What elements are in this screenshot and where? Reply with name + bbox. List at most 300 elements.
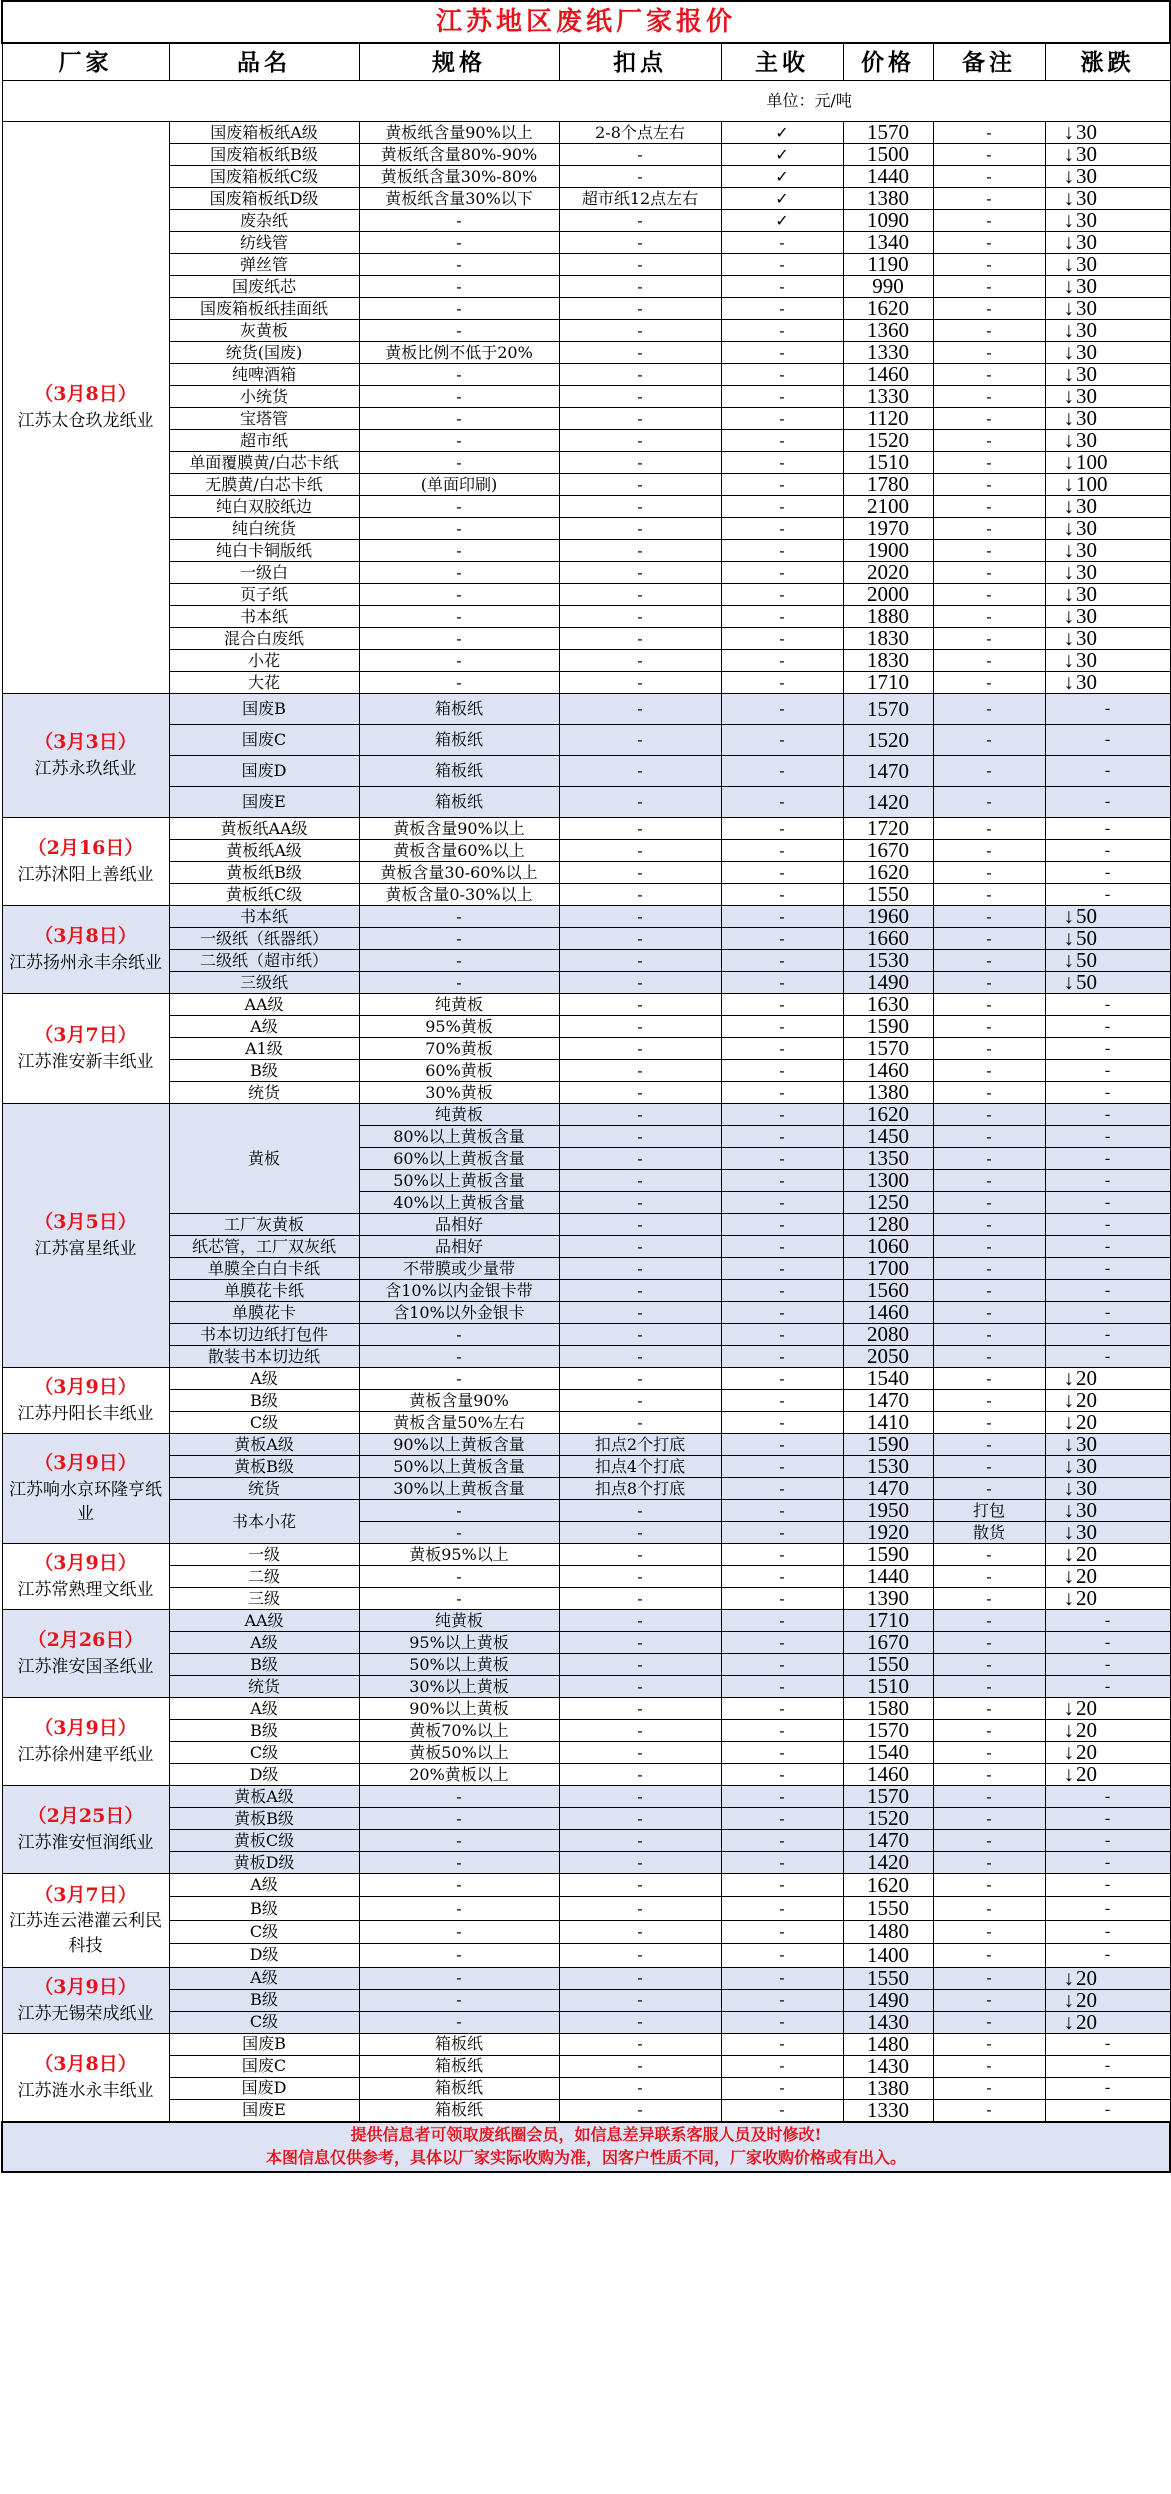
factory-name: 江苏扬州永丰余纸业 [9, 952, 162, 973]
remark-cell: - [933, 1456, 1045, 1478]
remark-cell: - [933, 725, 1045, 756]
change-cell: - [1045, 1852, 1170, 1874]
main-cell: - [721, 2077, 843, 2099]
deduction-cell: - [559, 1258, 721, 1280]
remark-cell: - [933, 994, 1045, 1016]
product-cell: A级 [169, 1967, 359, 1989]
main-cell: - [721, 818, 843, 840]
change-cell [1045, 166, 1170, 188]
table-row [2, 1742, 1170, 1764]
table-row [2, 2099, 1170, 2122]
remark-cell: 打包 [933, 1500, 1045, 1522]
down-arrow-icon: ↓ [1063, 209, 1074, 232]
change-value: 50 [1076, 927, 1097, 950]
remark-cell: - [933, 1148, 1045, 1170]
unit-label: 单位：元/吨 [766, 91, 852, 110]
remark-cell: - [933, 320, 1045, 342]
spec-cell: - [359, 672, 559, 694]
remark-cell: - [933, 474, 1045, 496]
remark-cell: - [933, 1944, 1045, 1967]
main-cell: - [721, 1522, 843, 1544]
spec-cell: - [359, 540, 559, 562]
table-row [2, 1698, 1170, 1720]
main-cell: - [721, 254, 843, 276]
remark-cell: - [933, 408, 1045, 430]
product-cell: 国废E [169, 2099, 359, 2122]
factory-name: 江苏沭阳上善纸业 [17, 864, 154, 885]
down-arrow-icon: ↓ [1063, 253, 1074, 276]
table-row [2, 1786, 1170, 1808]
table-row [2, 1368, 1170, 1390]
remark-cell: - [933, 1808, 1045, 1830]
product-cell: 黄板 [169, 1104, 359, 1214]
table-row [2, 606, 1170, 628]
deduction-cell: 超市纸12点左右 [559, 188, 721, 210]
remark-cell: - [933, 1989, 1045, 2011]
deduction-cell: - [559, 628, 721, 650]
table-row [2, 972, 1170, 994]
factory-cell [2, 818, 169, 906]
product-cell: 混合白废纸 [169, 628, 359, 650]
down-arrow-icon: ↓ [1063, 605, 1074, 628]
main-cell: - [721, 1764, 843, 1786]
price-cell: 1660 [843, 928, 933, 950]
table-row [2, 2077, 1170, 2099]
main-cell: - [721, 950, 843, 972]
change-cell: - [1045, 1830, 1170, 1852]
change-cell: - [1045, 994, 1170, 1016]
price-cell: 1400 [843, 1944, 933, 1967]
main-cell: - [721, 430, 843, 452]
table-row [2, 1676, 1170, 1698]
spec-cell: 90%以上黄板 [359, 1698, 559, 1720]
remark-cell: - [933, 1764, 1045, 1786]
price-cell: 1330 [843, 386, 933, 408]
spec-cell: 黄板纸含量90%以上 [359, 122, 559, 144]
remark-cell: - [933, 188, 1045, 210]
factory-name: 江苏丹阳长丰纸业 [17, 1403, 154, 1424]
change-value: 30 [1076, 165, 1097, 188]
remark-cell: - [933, 1302, 1045, 1324]
remark-cell: - [933, 1566, 1045, 1588]
table-row [2, 1280, 1170, 1302]
deduction-cell: - [559, 342, 721, 364]
product-cell: 书本纸 [169, 906, 359, 928]
price-cell: 2000 [843, 584, 933, 606]
change-value: 30 [1076, 231, 1097, 254]
change-value: 30 [1076, 363, 1097, 386]
deduction-cell: - [559, 694, 721, 725]
price-cell: 1330 [843, 342, 933, 364]
factory-date: （3月9日） [34, 1975, 137, 1998]
change-value: 30 [1076, 495, 1097, 518]
table-row [2, 430, 1170, 452]
product-cell: D级 [169, 1944, 359, 1967]
price-cell: 1970 [843, 518, 933, 540]
deduction-cell: - [559, 1060, 721, 1082]
remark-cell: - [933, 1126, 1045, 1148]
change-value: 50 [1076, 905, 1097, 928]
table-row [2, 1324, 1170, 1346]
change-value: 20 [1076, 1565, 1097, 1588]
remark-cell: - [933, 1852, 1045, 1874]
deduction-cell: - [559, 2077, 721, 2099]
price-cell: 1950 [843, 1500, 933, 1522]
product-cell: 二级 [169, 1566, 359, 1588]
remark-cell: - [933, 1082, 1045, 1104]
factory-cell [2, 1967, 169, 2033]
spec-cell: - [359, 430, 559, 452]
deduction-cell: - [559, 452, 721, 474]
change-cell [1045, 562, 1170, 584]
change-cell: - [1045, 1944, 1170, 1967]
factory-date: （3月9日） [34, 1717, 137, 1740]
product-cell: B级 [169, 1060, 359, 1082]
price-cell: 1710 [843, 672, 933, 694]
table-row [2, 210, 1170, 232]
product-cell: 国废C [169, 725, 359, 756]
table-row [2, 756, 1170, 787]
deduction-cell: - [559, 1566, 721, 1588]
main-cell: - [721, 1944, 843, 1967]
table-row [2, 1566, 1170, 1588]
deduction-cell: - [559, 210, 721, 232]
down-arrow-icon: ↓ [1063, 2011, 1074, 2034]
product-cell: 国废D [169, 756, 359, 787]
down-arrow-icon: ↓ [1063, 1389, 1074, 1412]
spec-cell: 黄板含量90% [359, 1390, 559, 1412]
remark-cell: - [933, 1390, 1045, 1412]
product-cell: 三级 [169, 1588, 359, 1610]
change-value: 100 [1076, 473, 1108, 496]
main-cell: - [721, 2099, 843, 2122]
remark-cell: - [933, 298, 1045, 320]
spec-cell: 黄板含量60%以上 [359, 840, 559, 862]
down-arrow-icon: ↓ [1063, 671, 1074, 694]
table-row [2, 862, 1170, 884]
remark-cell: - [933, 1786, 1045, 1808]
change-cell: - [1045, 1214, 1170, 1236]
change-cell: - [1045, 1302, 1170, 1324]
change-value: 30 [1076, 1521, 1097, 1544]
price-cell: 1830 [843, 628, 933, 650]
factory-name: 江苏淮安新丰纸业 [17, 1051, 154, 1072]
main-cell: ✓ [721, 122, 843, 144]
price-cell: 1710 [843, 1610, 933, 1632]
remark-cell: - [933, 1016, 1045, 1038]
down-arrow-icon: ↓ [1063, 649, 1074, 672]
table-row [2, 1808, 1170, 1830]
deduction-cell: - [559, 906, 721, 928]
main-cell: - [721, 1874, 843, 1897]
change-cell: - [1045, 2099, 1170, 2122]
header-price: 价格 [843, 43, 933, 81]
table-row [2, 628, 1170, 650]
table-row [2, 1500, 1170, 1522]
remark-cell: - [933, 672, 1045, 694]
product-cell: 国废箱板纸D级 [169, 188, 359, 210]
deduction-cell: - [559, 584, 721, 606]
main-cell: - [721, 1500, 843, 1522]
change-cell [1045, 276, 1170, 298]
change-cell: - [1045, 1874, 1170, 1897]
table-row [2, 650, 1170, 672]
deduction-cell: - [559, 950, 721, 972]
price-cell: 1380 [843, 2077, 933, 2099]
price-cell: 2100 [843, 496, 933, 518]
change-cell: - [1045, 1676, 1170, 1698]
remark-cell: - [933, 1258, 1045, 1280]
table-row [2, 364, 1170, 386]
remark-cell: - [933, 1720, 1045, 1742]
spec-cell: - [359, 906, 559, 928]
main-cell: - [721, 1280, 843, 1302]
spec-cell: 黄板95%以上 [359, 1544, 559, 1566]
price-cell: 2050 [843, 1346, 933, 1368]
main-cell: - [721, 2011, 843, 2033]
price-cell: 1520 [843, 725, 933, 756]
factory-date: （3月8日） [34, 383, 137, 406]
price-cell: 1460 [843, 1060, 933, 1082]
down-arrow-icon: ↓ [1063, 1499, 1074, 1522]
factory-cell [2, 1874, 169, 1968]
price-cell: 1330 [843, 2099, 933, 2122]
main-cell: - [721, 562, 843, 584]
spec-cell: - [359, 606, 559, 628]
spec-cell: - [359, 496, 559, 518]
table-row [2, 994, 1170, 1016]
price-cell: 1550 [843, 1897, 933, 1920]
change-value: 30 [1076, 187, 1097, 210]
price-cell: 1250 [843, 1192, 933, 1214]
price-cell: 1520 [843, 1808, 933, 1830]
down-arrow-icon: ↓ [1063, 949, 1074, 972]
down-arrow-icon: ↓ [1063, 927, 1074, 950]
product-cell: A级 [169, 1368, 359, 1390]
spec-cell: 品相好 [359, 1214, 559, 1236]
table-row [2, 1478, 1170, 1500]
product-cell: 黄板A级 [169, 1434, 359, 1456]
spec-cell: 品相好 [359, 1236, 559, 1258]
remark-cell: - [933, 2055, 1045, 2077]
table-row [2, 2011, 1170, 2033]
deduction-cell: - [559, 1897, 721, 1920]
change-cell: - [1045, 2033, 1170, 2055]
price-cell: 1570 [843, 694, 933, 725]
price-cell: 1560 [843, 1280, 933, 1302]
product-cell: B级 [169, 1897, 359, 1920]
deduction-cell: - [559, 650, 721, 672]
factory-cell [2, 2033, 169, 2122]
price-cell: 1570 [843, 1786, 933, 1808]
factory-date: （3月7日） [34, 1024, 137, 1047]
deduction-cell: - [559, 1588, 721, 1610]
table-row [2, 1610, 1170, 1632]
main-cell: - [721, 650, 843, 672]
price-cell: 1780 [843, 474, 933, 496]
deduction-cell: - [559, 1764, 721, 1786]
change-value: 30 [1076, 297, 1097, 320]
deduction-cell: - [559, 928, 721, 950]
spec-cell: 箱板纸 [359, 787, 559, 818]
spec-cell: - [359, 1346, 559, 1368]
table-row [2, 166, 1170, 188]
spec-cell: 箱板纸 [359, 725, 559, 756]
change-value: 30 [1076, 385, 1097, 408]
remark-cell: - [933, 1632, 1045, 1654]
table-row [2, 906, 1170, 928]
table-row [2, 928, 1170, 950]
main-cell: - [721, 1676, 843, 1698]
product-cell: B级 [169, 1720, 359, 1742]
main-cell: - [721, 884, 843, 906]
product-cell: 国废B [169, 694, 359, 725]
deduction-cell: - [559, 1786, 721, 1808]
remark-cell: 散货 [933, 1522, 1045, 1544]
product-cell: 工厂灰黄板 [169, 1214, 359, 1236]
table-row [2, 584, 1170, 606]
product-cell: C级 [169, 2011, 359, 2033]
change-value: 30 [1076, 253, 1097, 276]
remark-cell: - [933, 386, 1045, 408]
remark-cell: - [933, 1698, 1045, 1720]
change-value: 30 [1076, 539, 1097, 562]
deduction-cell: - [559, 1280, 721, 1302]
spec-cell: 95%黄板 [359, 1016, 559, 1038]
product-cell: C级 [169, 1742, 359, 1764]
factory-name: 江苏常熟理文纸业 [17, 1579, 154, 1600]
price-cell: 1500 [843, 144, 933, 166]
main-cell: - [721, 1654, 843, 1676]
change-value: 30 [1076, 143, 1097, 166]
product-cell: 纯啤酒箱 [169, 364, 359, 386]
factory-date: （3月9日） [34, 1552, 137, 1575]
main-cell: - [721, 628, 843, 650]
down-arrow-icon: ↓ [1063, 1741, 1074, 1764]
spec-cell: - [359, 650, 559, 672]
main-cell: - [721, 1170, 843, 1192]
main-cell: - [721, 1897, 843, 1920]
table-row [2, 452, 1170, 474]
main-cell: - [721, 540, 843, 562]
change-cell [1045, 1368, 1170, 1390]
change-value: 100 [1076, 451, 1108, 474]
product-cell: 国废纸芯 [169, 276, 359, 298]
remark-cell: - [933, 840, 1045, 862]
deduction-cell: - [559, 1522, 721, 1544]
spec-cell: 箱板纸 [359, 2033, 559, 2055]
change-cell: - [1045, 1786, 1170, 1808]
change-value: 20 [1076, 1697, 1097, 1720]
deduction-cell: 扣点8个打底 [559, 1478, 721, 1500]
remark-cell: - [933, 1368, 1045, 1390]
price-cell: 1490 [843, 972, 933, 994]
product-cell: 大花 [169, 672, 359, 694]
down-arrow-icon: ↓ [1063, 1521, 1074, 1544]
price-cell: 1120 [843, 408, 933, 430]
unit-row [2, 81, 1170, 122]
price-cell: 1880 [843, 606, 933, 628]
table-row [2, 254, 1170, 276]
product-cell: 废杂纸 [169, 210, 359, 232]
price-cell: 1520 [843, 430, 933, 452]
change-value: 30 [1076, 605, 1097, 628]
remark-cell: - [933, 562, 1045, 584]
main-cell: - [721, 518, 843, 540]
table-row [2, 1654, 1170, 1676]
main-cell: - [721, 298, 843, 320]
change-cell: - [1045, 725, 1170, 756]
header-change: 涨跌 [1045, 43, 1170, 81]
price-cell: 1440 [843, 1566, 933, 1588]
product-cell: 统货 [169, 1478, 359, 1500]
change-cell [1045, 1967, 1170, 1989]
product-cell: 统货 [169, 1082, 359, 1104]
spec-cell: - [359, 232, 559, 254]
main-cell: - [721, 1456, 843, 1478]
down-arrow-icon: ↓ [1063, 319, 1074, 342]
remark-cell: - [933, 1346, 1045, 1368]
remark-cell: - [933, 1967, 1045, 1989]
down-arrow-icon: ↓ [1063, 275, 1074, 298]
table-row [2, 1104, 1170, 1126]
change-cell [1045, 606, 1170, 628]
change-value: 30 [1076, 407, 1097, 430]
change-value: 20 [1076, 1543, 1097, 1566]
remark-cell: - [933, 1874, 1045, 1897]
down-arrow-icon: ↓ [1063, 473, 1074, 496]
spec-cell: - [359, 1324, 559, 1346]
deduction-cell: - [559, 725, 721, 756]
spec-cell: - [359, 320, 559, 342]
price-cell: 1900 [843, 540, 933, 562]
remark-cell: - [933, 1324, 1045, 1346]
factory-name: 江苏无锡荣成纸业 [17, 2003, 154, 2024]
price-sheet [1, 0, 1169, 2173]
main-cell: - [721, 452, 843, 474]
table-row [2, 1920, 1170, 1943]
header-spec: 规格 [359, 43, 559, 81]
product-cell: B级 [169, 1654, 359, 1676]
down-arrow-icon: ↓ [1063, 905, 1074, 928]
deduction-cell: - [559, 474, 721, 496]
product-cell: 黄板纸C级 [169, 884, 359, 906]
factory-cell [2, 994, 169, 1104]
product-cell: A级 [169, 1016, 359, 1038]
product-cell: 国废D [169, 2077, 359, 2099]
change-cell [1045, 430, 1170, 452]
change-cell [1045, 386, 1170, 408]
deduction-cell: - [559, 1720, 721, 1742]
change-cell [1045, 1698, 1170, 1720]
deduction-cell: - [559, 1920, 721, 1943]
deduction-cell: - [559, 1500, 721, 1522]
change-cell [1045, 1544, 1170, 1566]
change-value: 20 [1076, 1587, 1097, 1610]
table-row [2, 232, 1170, 254]
product-cell: 国废箱板纸挂面纸 [169, 298, 359, 320]
spec-cell: - [359, 1368, 559, 1390]
spec-cell: (单面印刷) [359, 474, 559, 496]
down-arrow-icon: ↓ [1063, 363, 1074, 386]
deduction-cell: - [559, 672, 721, 694]
price-cell: 1480 [843, 1920, 933, 1943]
main-cell: - [721, 928, 843, 950]
spec-cell: 60%黄板 [359, 1060, 559, 1082]
change-cell [1045, 1764, 1170, 1786]
table-row [2, 1830, 1170, 1852]
deduction-cell: - [559, 2099, 721, 2122]
